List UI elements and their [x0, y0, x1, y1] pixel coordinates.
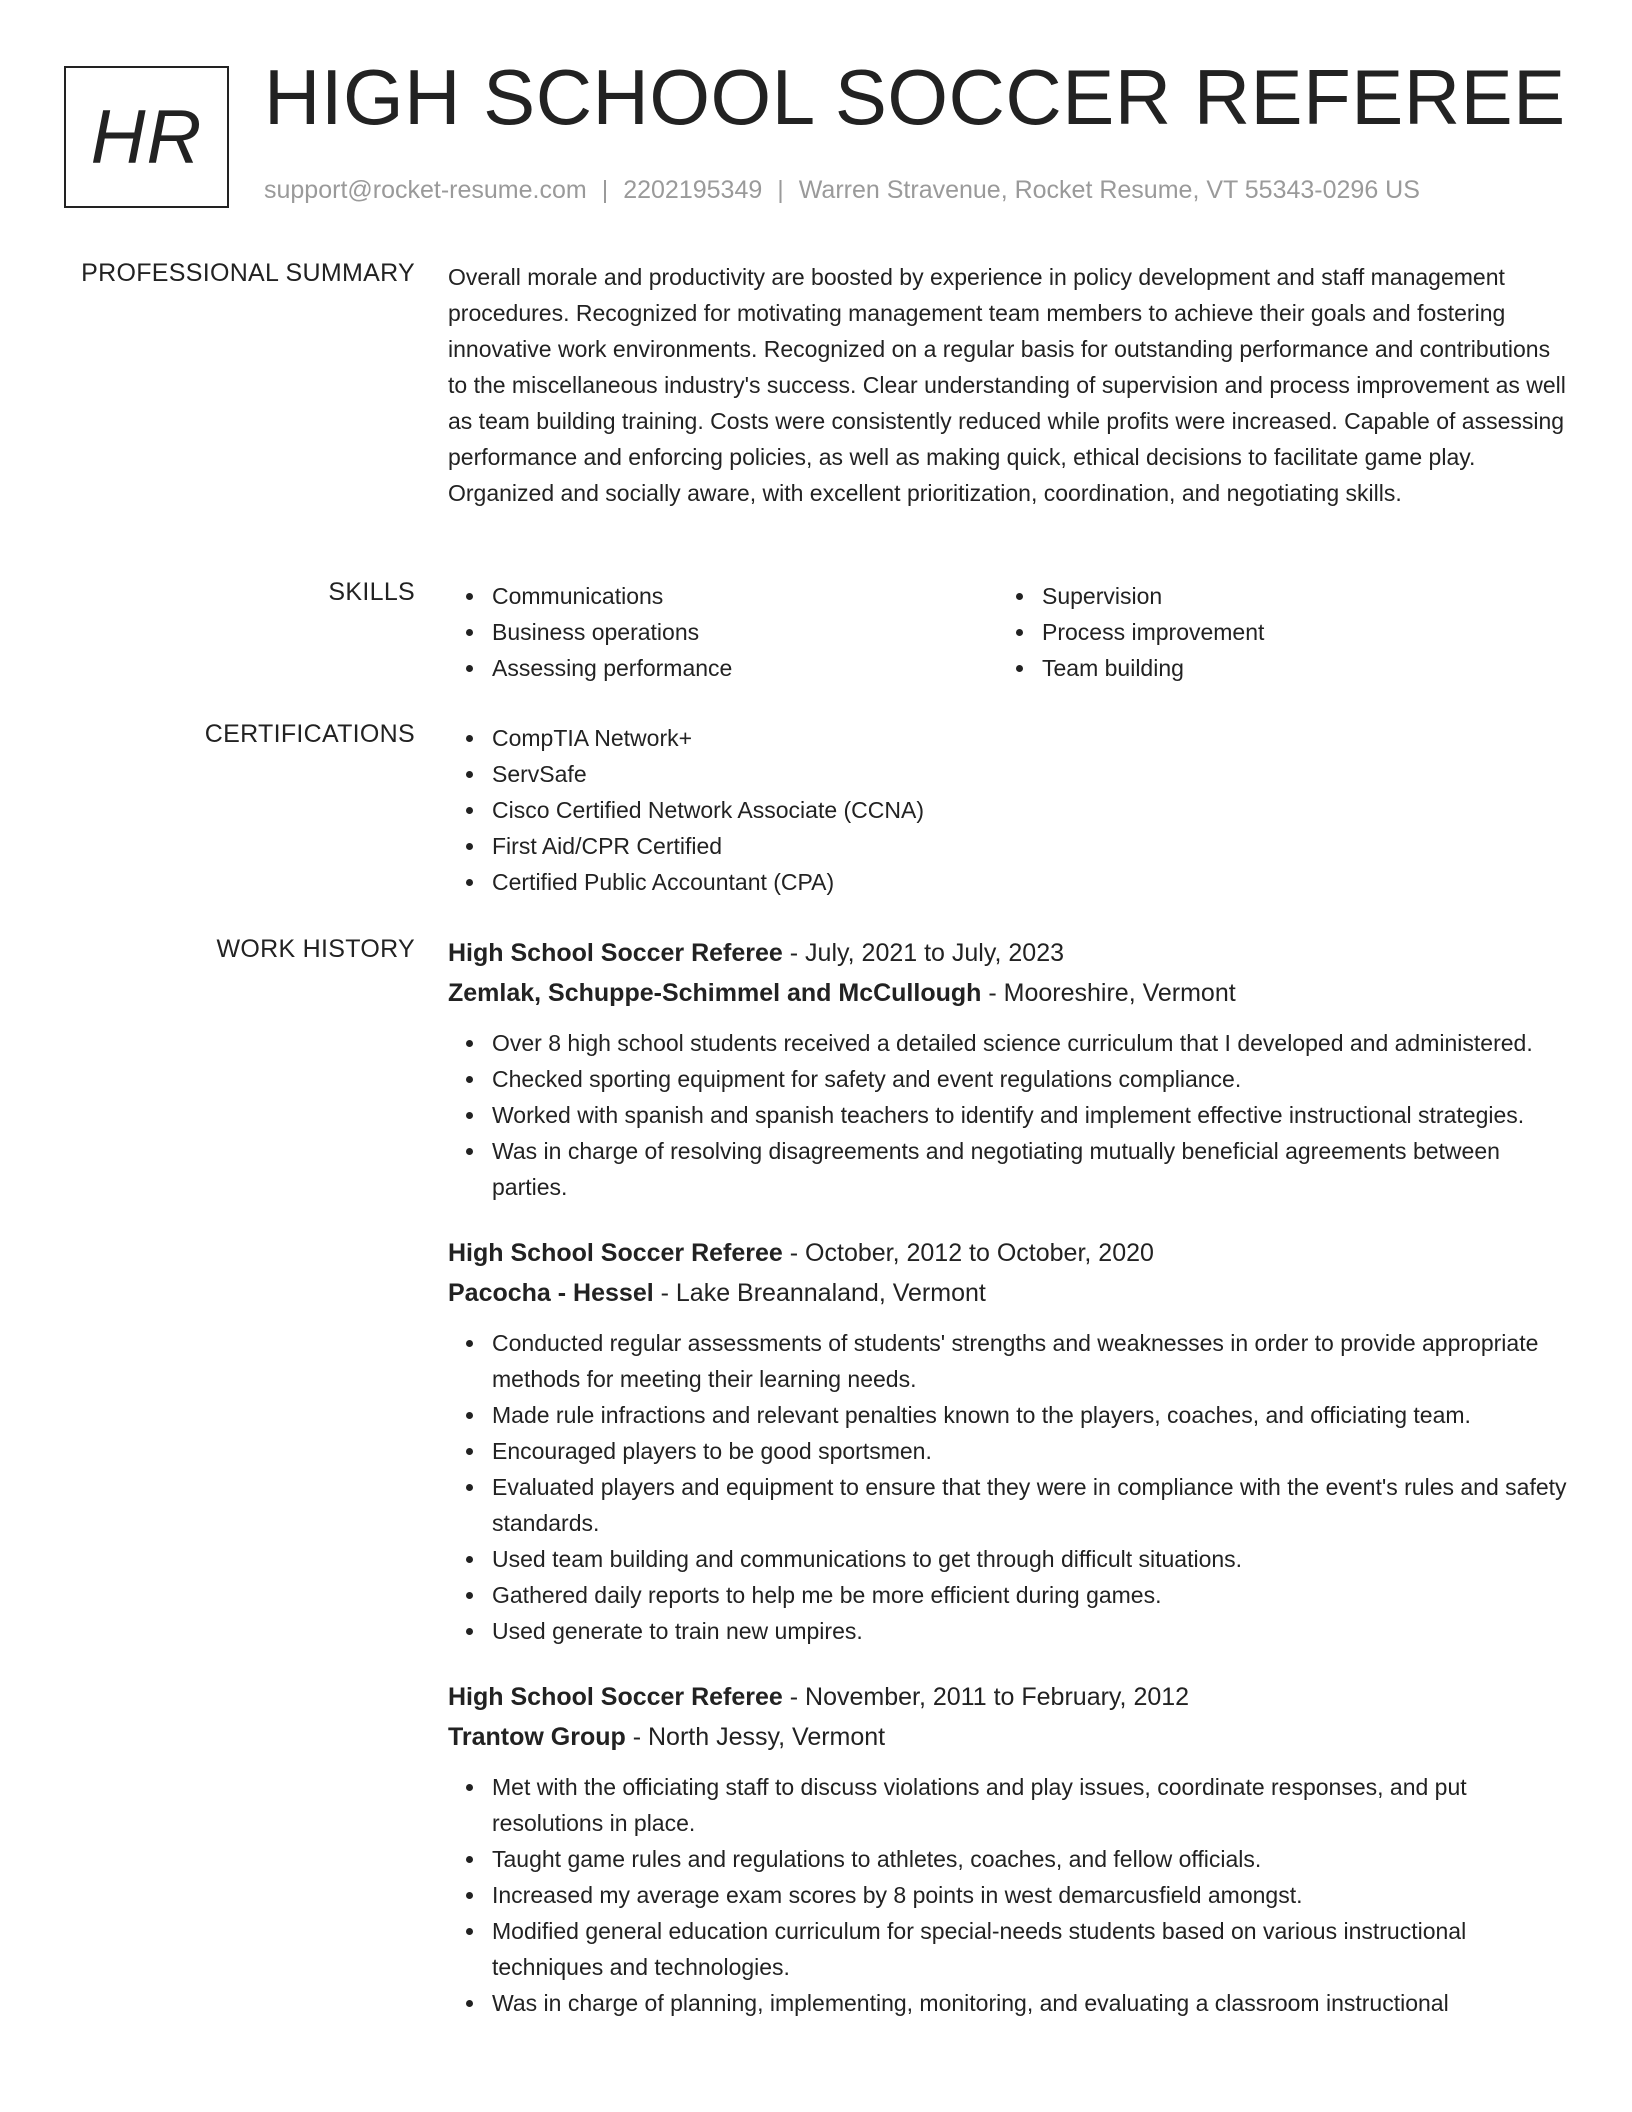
- job-bullet: Over 8 high school students received a detailed science curriculum that I developed and administered.: [492, 1025, 1568, 1061]
- job-title-line: High School Soccer Referee - July, 2021 to July, 2023: [448, 939, 1065, 967]
- job-bullet: Made rule infractions and relevant penalties known to the players, coaches, and officiating team.: [492, 1397, 1568, 1433]
- job-bullet: Gathered daily reports to help me be more efficient during games.: [492, 1577, 1568, 1613]
- contact-address: Warren Stravenue, Rocket Resume, VT 55343-0296 US: [798, 176, 1420, 204]
- job-bullet: Taught game rules and regulations to athletes, coaches, and fellow officials.: [492, 1841, 1568, 1877]
- job-bullet: Was in charge of resolving disagreements and negotiating mutually beneficial agreements between parties.: [492, 1133, 1568, 1205]
- certifications-heading: CERTIFICATIONS: [204, 720, 415, 748]
- job-location: Mooreshire, Vermont: [1003, 979, 1236, 1007]
- skill-item: Process improvement: [1042, 614, 1548, 650]
- contact-email[interactable]: support@rocket-resume.com: [264, 176, 587, 204]
- job-title: High School Soccer Referee: [448, 939, 783, 967]
- job-title: High School Soccer Referee: [448, 1239, 783, 1267]
- job-company: Pacocha - Hessel: [448, 1279, 654, 1307]
- job-bullets: [448, 1769, 1568, 2021]
- skills-list-right: [998, 578, 1548, 686]
- job-entry: [448, 1677, 1568, 2021]
- job-dates: July, 2021 to July, 2023: [805, 939, 1065, 967]
- skills-grid: [448, 578, 1568, 686]
- job-company-line: Trantow Group - North Jessy, Vermont: [448, 1723, 886, 1751]
- skill-item: Business operations: [492, 614, 998, 650]
- job-dates: November, 2011 to February, 2012: [805, 1683, 1190, 1711]
- contact-phone[interactable]: 2202195349: [623, 176, 763, 204]
- skills-heading: SKILLS: [328, 578, 415, 606]
- job-company: Trantow Group: [448, 1723, 626, 1751]
- job-dates: October, 2012 to October, 2020: [805, 1239, 1154, 1267]
- skill-item: Communications: [492, 578, 998, 614]
- certification-item: Certified Public Accountant (CPA): [492, 864, 1568, 900]
- skill-item: Assessing performance: [492, 650, 998, 686]
- job-entry: [448, 1233, 1568, 1649]
- certifications-body: [448, 720, 1568, 900]
- job-location: Lake Breannaland, Vermont: [675, 1279, 986, 1307]
- job-bullet: Worked with spanish and spanish teachers to identify and implement effective instructional strategies.: [492, 1097, 1568, 1133]
- job-entry: [448, 933, 1568, 1205]
- monogram-box: [64, 66, 229, 208]
- summary-body: [448, 259, 1568, 511]
- monogram-initials: HR: [90, 94, 203, 180]
- job-bullet: Conducted regular assessments of students' strengths and weaknesses in order to provide appropriate methods for meeting their learning needs.: [492, 1325, 1568, 1397]
- job-title-line: High School Soccer Referee - November, 2011 to February, 2012: [448, 1683, 1190, 1711]
- job-bullet: Modified general education curriculum for special-needs students based on various instructional techniques and technologies.: [492, 1913, 1568, 1985]
- summary-text: Overall morale and productivity are boosted by experience in policy development and staff management procedures. Recognized for motivating management team members to achieve their goals and fostering innovative work environments. Recognized on a regular basis for outstanding performance and contributions to the miscellaneous industry's success. Clear understanding of supervision and process improvement as well as team building training. Costs were consistently reduced while profits were increased. Capable of assessing performance and enforcing policies, as well as making quick, ethical decisions to facilitate game play. Organized and socially aware, with excellent prioritization, coordination, and negotiating skills.: [448, 264, 1566, 506]
- contact-separator: |: [601, 176, 609, 204]
- job-bullet: Was in charge of planning, implementing, monitoring, and evaluating a classroom instructional: [492, 1985, 1568, 2021]
- skills-column-right: [998, 578, 1548, 686]
- certification-item: ServSafe: [492, 756, 1568, 792]
- certification-item: First Aid/CPR Certified: [492, 828, 1568, 864]
- skill-item: Team building: [1042, 650, 1548, 686]
- work-history-body: [448, 933, 1568, 2049]
- certification-item: CompTIA Network+: [492, 720, 1568, 756]
- candidate-name: HIGH SCHOOL SOCCER REFEREE: [264, 53, 1566, 141]
- job-title: High School Soccer Referee: [448, 1683, 783, 1711]
- job-bullet: Met with the officiating staff to discuss violations and play issues, coordinate responses, and put resolutions in place.: [492, 1769, 1568, 1841]
- certifications-list: [448, 720, 1568, 900]
- job-company-line: Zemlak, Schuppe-Schimmel and McCullough - Mooreshire, Vermont: [448, 979, 1236, 1007]
- job-bullet: Checked sporting equipment for safety and event regulations compliance.: [492, 1061, 1568, 1097]
- job-company-line: Pacocha - Hessel - Lake Breannaland, Vermont: [448, 1279, 986, 1307]
- job-bullets: [448, 1325, 1568, 1649]
- certification-item: Cisco Certified Network Associate (CCNA): [492, 792, 1568, 828]
- job-bullet: Increased my average exam scores by 8 points in west demarcusfield amongst.: [492, 1877, 1568, 1913]
- work-history-heading: WORK HISTORY: [216, 935, 415, 963]
- job-location: North Jessy, Vermont: [648, 1723, 886, 1751]
- skills-list-left: [448, 578, 998, 686]
- contact-separator: |: [777, 176, 784, 204]
- skills-column-left: [448, 578, 998, 686]
- job-bullets: [448, 1025, 1568, 1205]
- job-bullet: Used generate to train new umpires.: [492, 1613, 1568, 1649]
- summary-heading: PROFESSIONAL SUMMARY: [81, 259, 415, 287]
- skill-item: Supervision: [1042, 578, 1548, 614]
- contact-line: [264, 176, 1420, 205]
- job-bullet: Used team building and communications to get through difficult situations.: [492, 1541, 1568, 1577]
- job-title-line: High School Soccer Referee - October, 2012 to October, 2020: [448, 1239, 1154, 1267]
- job-bullet: Evaluated players and equipment to ensure that they were in compliance with the event's rules and safety standards.: [492, 1469, 1568, 1541]
- job-bullet: Encouraged players to be good sportsmen.: [492, 1433, 1568, 1469]
- job-company: Zemlak, Schuppe-Schimmel and McCullough: [448, 979, 982, 1007]
